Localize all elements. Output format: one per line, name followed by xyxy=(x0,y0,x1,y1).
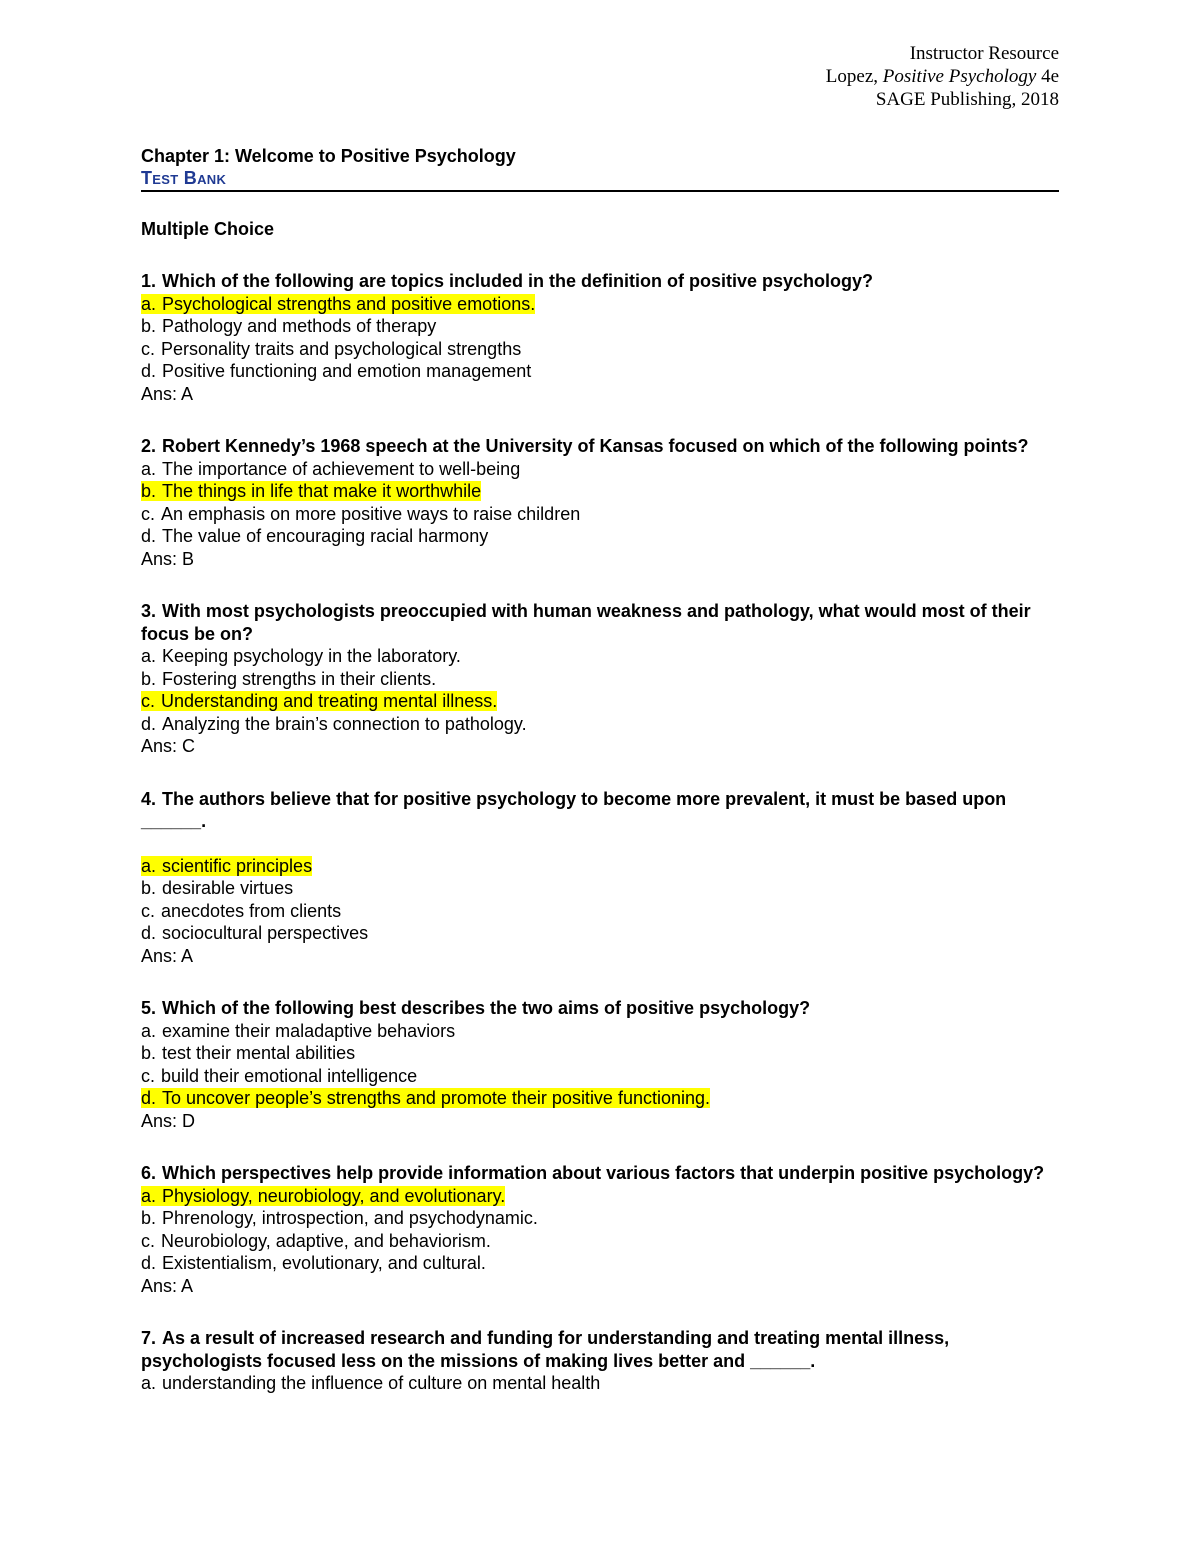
header-line-1: Instructor Resource xyxy=(909,43,1059,64)
highlighted-answer xyxy=(141,294,535,314)
question-stem xyxy=(141,1327,1059,1372)
option-letter: d. xyxy=(141,1088,157,1108)
option-a xyxy=(141,1185,1059,1208)
question-text: The authors believe that for positive psychology to become more prevalent, it must be based upon ______. xyxy=(141,788,1007,831)
option-letter: a. xyxy=(141,855,157,876)
question-text: With most psychologists preoccupied with human weakness and pathology, what would most of their focus be on? xyxy=(141,601,1031,644)
option-d xyxy=(141,713,1059,736)
header-edition: 4e xyxy=(1036,66,1059,87)
option-text: Understanding and treating mental illness. xyxy=(161,691,498,711)
question-stem xyxy=(141,600,1059,645)
question-number: 5. xyxy=(141,998,157,1018)
option-a xyxy=(141,855,1059,878)
option-d xyxy=(141,1252,1059,1275)
option-letter: c. xyxy=(141,900,156,921)
question-stem xyxy=(141,270,1059,293)
option-b xyxy=(141,1207,1059,1230)
option-text: The value of encouraging racial harmony xyxy=(162,526,489,546)
option-text: An emphasis on more positive ways to raise children xyxy=(161,503,581,524)
answer-key: Ans: D xyxy=(141,1110,196,1131)
option-letter: b. xyxy=(141,1208,157,1228)
highlighted-answer xyxy=(141,856,312,876)
option-c xyxy=(141,690,1059,713)
option-text: Existentialism, evolutionary, and cultural. xyxy=(162,1253,486,1273)
option-text: scientific principles xyxy=(162,855,313,876)
question-number: 2. xyxy=(141,436,157,456)
header-divider xyxy=(141,190,1059,192)
option-text: Personality traits and psychological strengths xyxy=(161,338,522,359)
option-letter: a. xyxy=(141,646,157,666)
option-letter: d. xyxy=(141,1253,157,1273)
option-letter: d. xyxy=(141,361,157,381)
option-text: examine their maladaptive behaviors xyxy=(162,1020,456,1041)
option-letter: a. xyxy=(141,1185,157,1206)
answer-key: Ans: A xyxy=(141,1275,194,1296)
answer-key: Ans: A xyxy=(141,383,194,404)
section-title: Multiple Choice xyxy=(141,219,275,239)
option-b xyxy=(141,668,1059,691)
option-text: understanding the influence of culture on mental health xyxy=(162,1373,601,1393)
option-c xyxy=(141,338,1059,361)
option-letter: c. xyxy=(141,691,156,711)
option-text: Psychological strengths and positive emotions. xyxy=(162,293,536,314)
option-c xyxy=(141,1065,1059,1088)
option-letter: c. xyxy=(141,1230,156,1251)
option-a xyxy=(141,293,1059,316)
header-book-title: Positive Psychology xyxy=(882,66,1037,87)
question-number: 1. xyxy=(141,271,157,291)
option-text: Physiology, neurobiology, and evolutionary. xyxy=(162,1185,506,1206)
option-text: Analyzing the brain’s connection to pathology. xyxy=(162,713,527,734)
option-letter: b. xyxy=(141,481,157,501)
option-letter: a. xyxy=(141,1020,157,1041)
question-stem xyxy=(141,435,1059,458)
option-text: build their emotional intelligence xyxy=(161,1065,418,1086)
question-3 xyxy=(141,600,1059,758)
option-letter: d. xyxy=(141,526,157,546)
option-letter: a. xyxy=(141,293,157,314)
option-letter: c. xyxy=(141,338,156,359)
option-text: desirable virtues xyxy=(162,878,294,898)
option-d xyxy=(141,360,1059,383)
option-text: anecdotes from clients xyxy=(161,900,342,921)
option-c xyxy=(141,900,1059,923)
option-text: Phrenology, introspection, and psychodynamic. xyxy=(162,1208,538,1228)
option-letter: b. xyxy=(141,316,157,336)
answer-key: Ans: C xyxy=(141,736,196,756)
highlighted-answer xyxy=(141,1186,505,1206)
option-letter: c. xyxy=(141,1065,156,1086)
option-text: sociocultural perspectives xyxy=(162,923,369,943)
option-letter: a. xyxy=(141,458,157,479)
answer-key: Ans: A xyxy=(141,945,194,966)
question-4 xyxy=(141,788,1059,968)
question-stem xyxy=(141,788,1059,833)
option-d xyxy=(141,1087,1059,1110)
option-text: To uncover people’s strengths and promote their positive functioning. xyxy=(162,1088,711,1108)
option-text: Keeping psychology in the laboratory. xyxy=(162,646,461,666)
option-letter: b. xyxy=(141,668,157,689)
option-a xyxy=(141,645,1059,668)
question-text: As a result of increased research and funding for understanding and treating mental illness, psychologists focused less on the missions of making lives better and ______. xyxy=(141,1328,950,1371)
question-1 xyxy=(141,270,1059,405)
blank-line xyxy=(141,833,1059,855)
option-text: Pathology and methods of therapy xyxy=(162,316,437,336)
option-d xyxy=(141,525,1059,548)
question-text: Which perspectives help provide information about various factors that underpin positive psychology? xyxy=(162,1163,1045,1183)
question-2 xyxy=(141,435,1059,570)
option-letter: c. xyxy=(141,503,156,524)
option-letter: d. xyxy=(141,923,157,943)
option-b xyxy=(141,480,1059,503)
header-line-3: SAGE Publishing, 2018 xyxy=(875,89,1059,110)
highlighted-answer xyxy=(141,481,481,501)
option-text: test their mental abilities xyxy=(162,1043,356,1063)
option-c xyxy=(141,1230,1059,1253)
option-a xyxy=(141,458,1059,481)
option-b xyxy=(141,877,1059,900)
question-text: Which of the following best describes the two aims of positive psychology? xyxy=(162,998,811,1018)
question-stem xyxy=(141,997,1059,1020)
question-5 xyxy=(141,997,1059,1132)
option-text: The importance of achievement to well-being xyxy=(162,458,521,479)
option-letter: a. xyxy=(141,1373,157,1393)
document-page xyxy=(141,42,1059,1395)
header-author: Lopez, xyxy=(825,66,883,87)
option-a xyxy=(141,1372,1059,1395)
header-line-2 xyxy=(141,65,1059,88)
question-6 xyxy=(141,1162,1059,1297)
chapter-title: Chapter 1: Welcome to Positive Psychology xyxy=(141,146,516,166)
option-b xyxy=(141,1042,1059,1065)
option-text: Positive functioning and emotion management xyxy=(162,361,532,381)
question-number: 4. xyxy=(141,788,157,809)
option-text: Neurobiology, adaptive, and behaviorism. xyxy=(161,1230,491,1251)
test-bank-label: Test Bank xyxy=(141,168,227,188)
question-text: Which of the following are topics included in the definition of positive psychology? xyxy=(162,271,874,291)
option-text: The things in life that make it worthwhile xyxy=(162,481,482,501)
question-text: Robert Kennedy’s 1968 speech at the University of Kansas focused on which of the following points? xyxy=(162,436,1029,456)
answer-key: Ans: B xyxy=(141,548,195,569)
highlighted-answer xyxy=(141,691,497,711)
question-stem xyxy=(141,1162,1059,1185)
option-d xyxy=(141,922,1059,945)
question-number: 6. xyxy=(141,1163,157,1183)
question-number: 3. xyxy=(141,601,157,621)
option-text: Fostering strengths in their clients. xyxy=(162,668,437,689)
option-c xyxy=(141,503,1059,526)
option-letter: b. xyxy=(141,878,157,898)
option-a xyxy=(141,1020,1059,1043)
highlighted-answer xyxy=(141,1088,710,1108)
question-7 xyxy=(141,1327,1059,1395)
option-letter: d. xyxy=(141,713,157,734)
question-number: 7. xyxy=(141,1328,157,1348)
page-header xyxy=(141,42,1059,111)
option-b xyxy=(141,315,1059,338)
option-letter: b. xyxy=(141,1043,157,1063)
